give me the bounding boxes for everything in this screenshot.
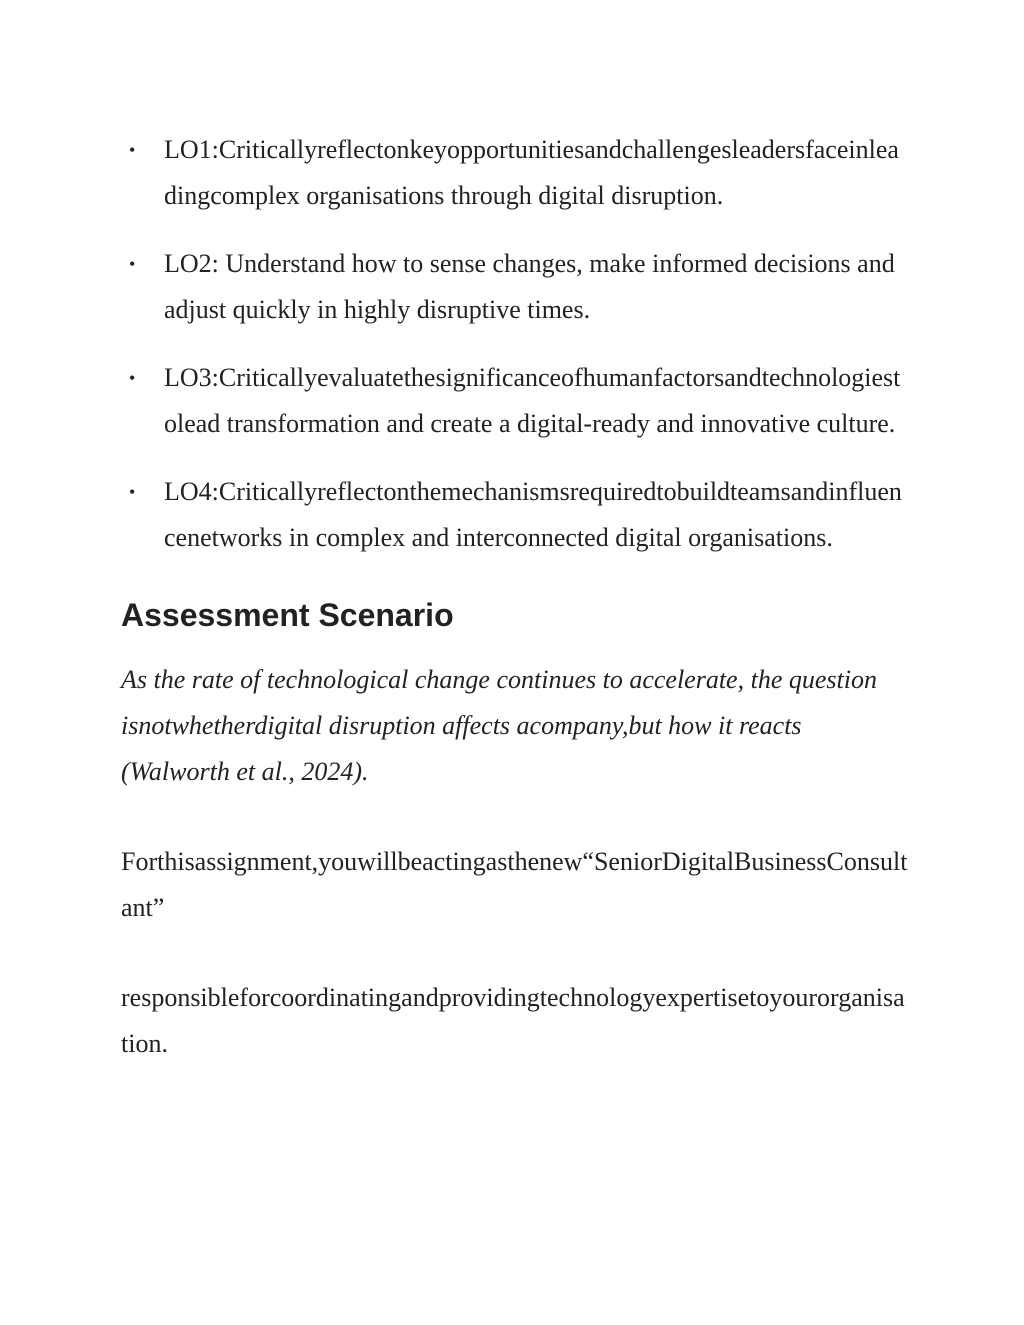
objective-text: LO1:Criticallyreflectonkeyopportunitiesandchallengesleadersfaceinleadingcomplex organisations through digital disruption.: [164, 135, 899, 210]
objective-text: LO3:Criticallyevaluatethesignificanceofhumanfactorsandtechnologiestolead transformation and create a digital-ready and innovative culture.: [164, 363, 901, 438]
bullet-icon: •: [129, 368, 136, 388]
bullet-icon: •: [129, 140, 136, 160]
learning-objectives-list: [121, 127, 911, 561]
document-page: [121, 127, 911, 1111]
objective-text: LO2: Understand how to sense changes, make informed decisions and adjust quickly in highly disruptive times.: [164, 249, 895, 324]
bullet-icon: •: [129, 254, 136, 274]
list-item: [121, 241, 911, 333]
scenario-paragraph-responsibility: responsibleforcoordinatingandprovidingtechnologyexpertisetoyourorganisation.: [121, 983, 905, 1058]
section-heading: Assessment Scenario: [121, 597, 454, 633]
list-item: [121, 355, 911, 447]
objective-text: LO4:Criticallyreflectonthemechanismsrequiredtobuildteamsandinfluencenetworks in complex and interconnected digital organisations.: [164, 477, 902, 552]
scenario-quote: As the rate of technological change continues to accelerate, the question isnotwhetherdigital disruption affects acompany,but how it reacts (Walworth et al., 2024).: [121, 665, 877, 786]
list-item: [121, 127, 911, 219]
scenario-paragraph-role: Forthisassignment,youwillbeactingasthenew“SeniorDigitalBusinessConsultant”: [121, 847, 908, 922]
bullet-icon: •: [129, 482, 136, 502]
list-item: [121, 469, 911, 561]
